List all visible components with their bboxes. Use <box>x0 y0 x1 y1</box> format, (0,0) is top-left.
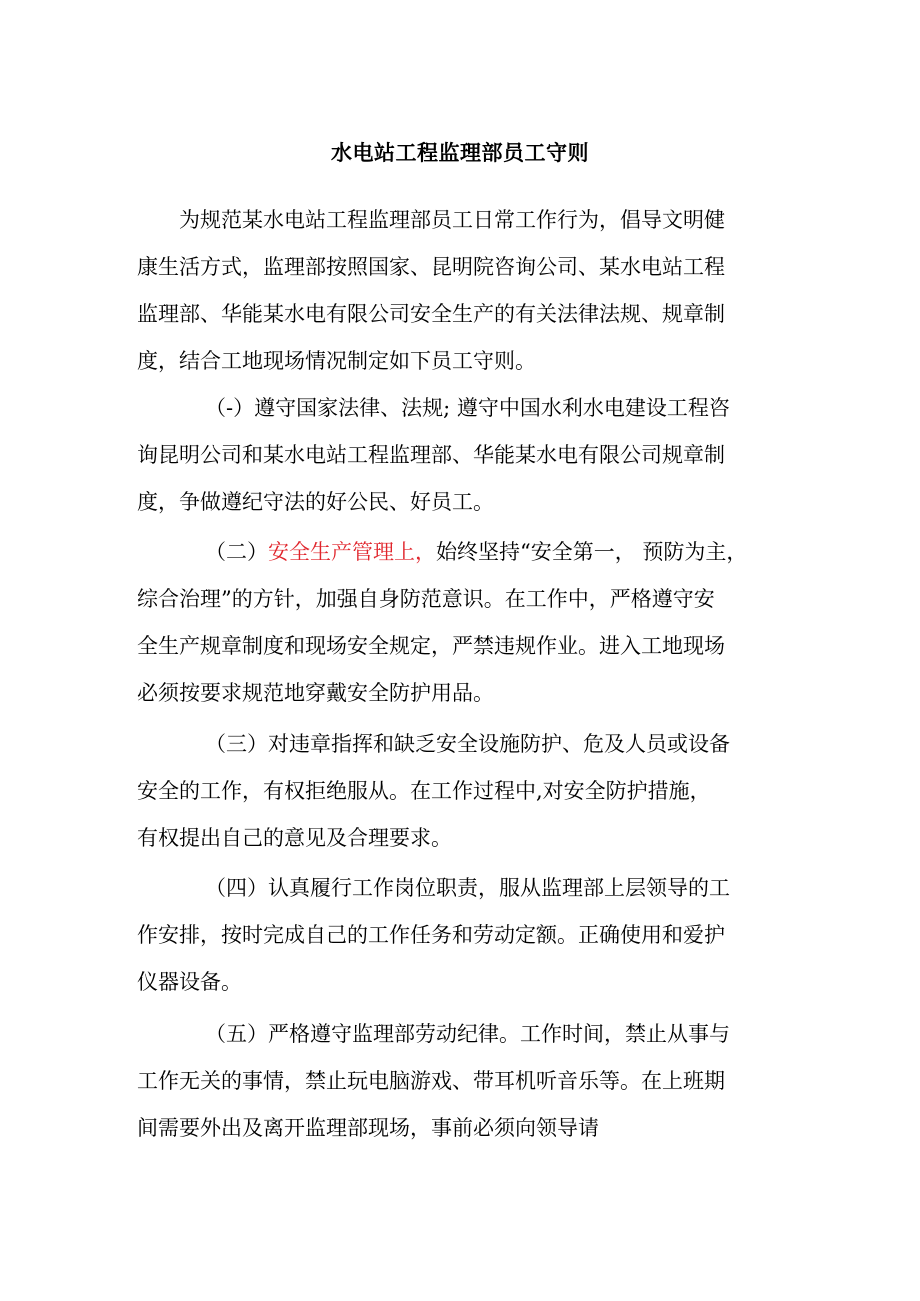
text-line: 有权提出自己的意见及合理要求。 <box>137 826 452 850</box>
text-line: （四）认真履行工作岗位职责，服从监理部上层领导的工 <box>205 876 730 900</box>
text-line-rest: 始终坚持“安全第一， 预防为主， <box>436 540 748 564</box>
document-title: 水电站工程监理部员工守则 <box>331 141 589 165</box>
text-line: 全生产规章制度和现场安全规定，严禁违规作业。进入工地现场 <box>137 634 725 658</box>
text-line: 为规范某水电站工程监理部员工日常工作行为，倡导文明健 <box>179 208 725 232</box>
text-line: （五）严格遵守监理部劳动纪律。工作时间，禁止从事与 <box>205 1022 730 1046</box>
text-line: 作安排，按时完成自己的工作任务和劳动定额。正确使用和爱护 <box>137 923 725 947</box>
text-line: 询昆明公司和某水电站工程监理部、华能某水电有限公司规章制 <box>137 443 725 467</box>
text-line: 度，争做遵纪守法的好公民、好员工。 <box>137 490 494 514</box>
text-line: 安全的工作，有权拒绝服从。在工作过程中,对安全防护措施， <box>137 779 711 803</box>
text-line: （-）遵守国家法律、法规; 遵守中国水利水电建设工程咨 <box>205 396 730 420</box>
text-line: 监理部、华能某水电有限公司安全生产的有关法律法规、规章制 <box>137 302 725 326</box>
text-line: 仪器设备。 <box>137 970 242 994</box>
item-number: （二） <box>205 540 268 564</box>
text-line: （三）对违章指挥和缺乏安全设施防护、危及人员或设备 <box>205 732 730 756</box>
text-line: 综合治理”的方针，加强自身防范意识。在工作中，严格遵守安 <box>137 587 715 611</box>
highlight-text: 安全生产管理上， <box>268 540 436 564</box>
text-line-first <box>205 530 747 574</box>
text-line: 工作无关的事情，禁止玩电脑游戏、带耳机听音乐等。在上班期 <box>137 1069 725 1093</box>
text-line: 间需要外出及离开监理部现场，事前必须向领导请 <box>137 1116 599 1140</box>
text-line: 康生活方式，监理部按照国家、昆明院咨询公司、某水电站工程 <box>137 255 725 279</box>
text-line: 必须按要求规范地穿戴安全防护用品。 <box>137 681 494 705</box>
text-line: 度，结合工地现场情况制定如下员工守则。 <box>137 349 536 373</box>
